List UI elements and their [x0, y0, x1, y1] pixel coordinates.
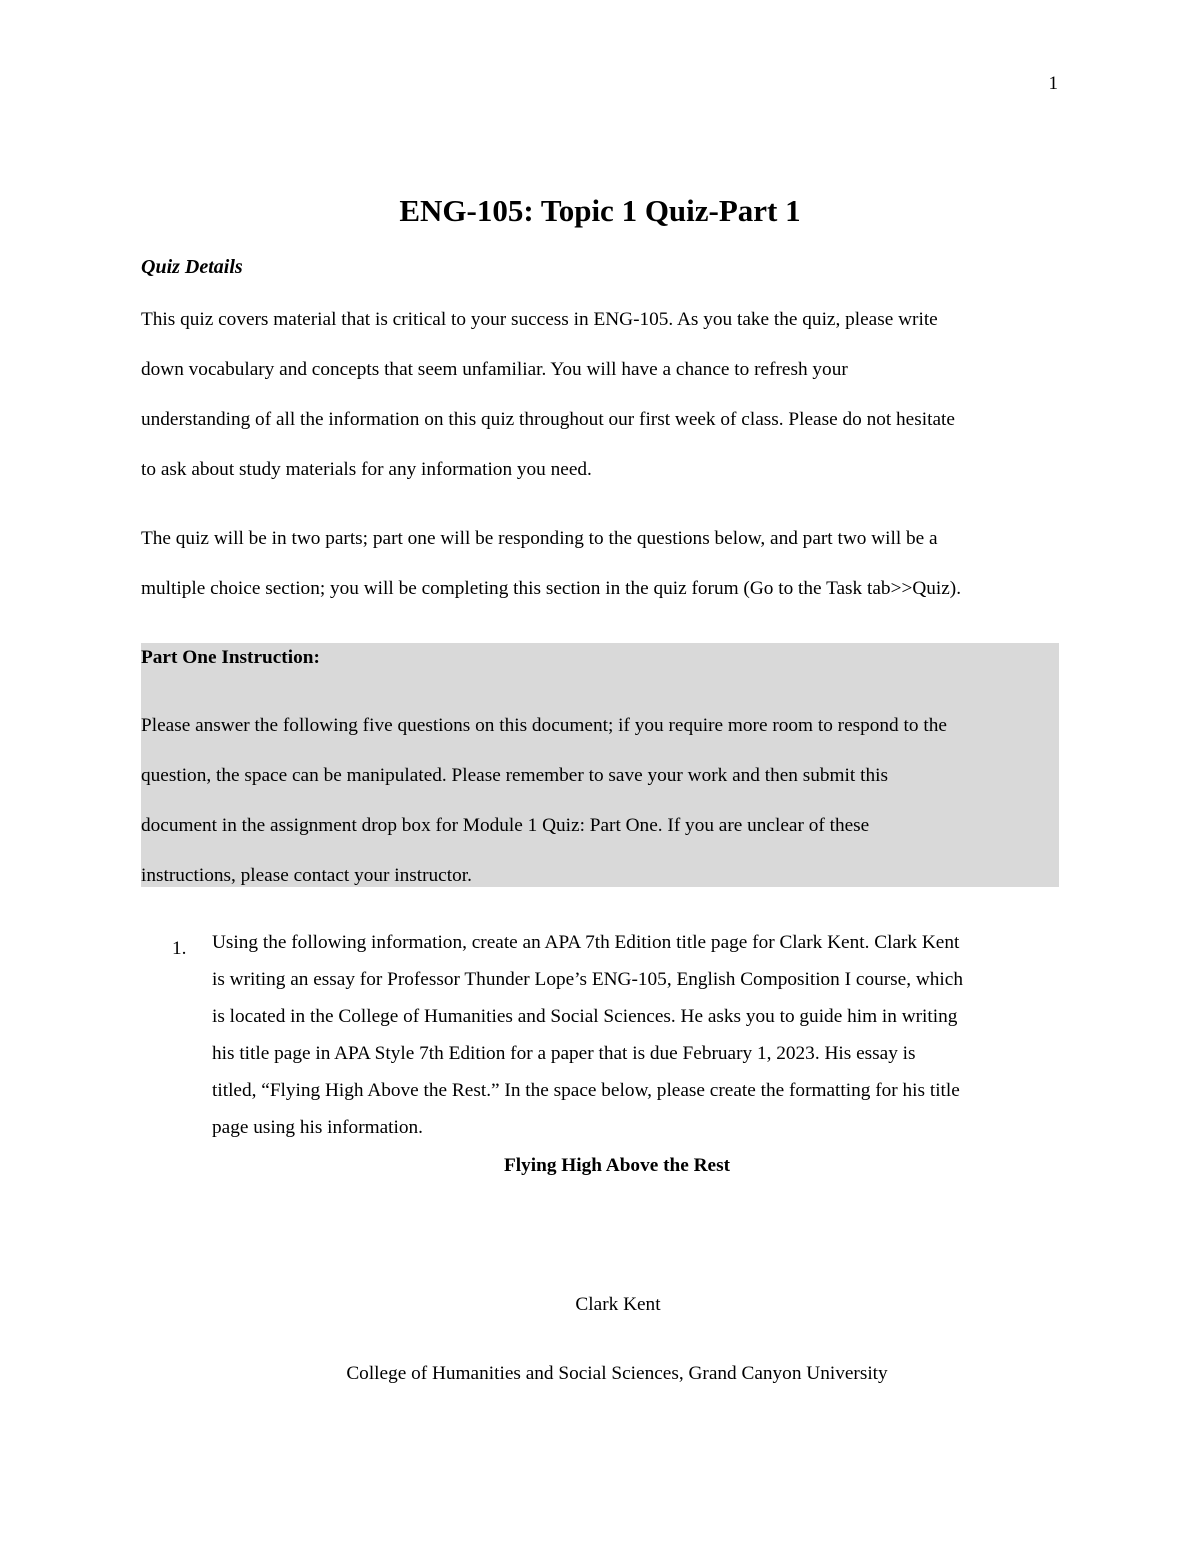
quiz-parts-paragraph [141, 514, 1063, 614]
quiz-details-paragraph [141, 295, 1063, 495]
question-line: titled, “Flying High Above the Rest.” In the space below, please create the formatting for his title [212, 1080, 960, 1101]
quiz-details-heading: Quiz Details [141, 256, 243, 278]
paragraph-line: to ask about study materials for any information you need. [141, 459, 592, 480]
instruction-heading: Part One Instruction: [141, 647, 320, 668]
document-title: ENG-105: Topic 1 Quiz-Part 1 [399, 193, 801, 228]
page-number: 1 [1048, 73, 1058, 94]
paragraph-line: instructions, please contact your instructor. [141, 865, 472, 886]
question-line: is located in the College of Humanities and Social Sciences. He asks you to guide him in writing [212, 1006, 958, 1027]
essay-title: Flying High Above the Rest [503, 1155, 731, 1176]
question-line: page using his information. [212, 1117, 423, 1138]
question-number: 1. [172, 938, 187, 959]
question-line: Using the following information, create an APA 7th Edition title page for Clark Kent. Clark Kent [212, 932, 960, 953]
paragraph-line: multiple choice section; you will be completing this section in the quiz forum (Go to the Task tab>>Quiz). [141, 578, 962, 599]
author-name: Clark Kent [575, 1294, 661, 1315]
question-line: his title page in APA Style 7th Edition for a paper that is due February 1, 2023. His essay is [212, 1043, 916, 1064]
question-text [212, 924, 1062, 1146]
author-affiliation: College of Humanities and Social Sciences, Grand Canyon University [346, 1363, 888, 1384]
paragraph-line: The quiz will be in two parts; part one will be responding to the questions below, and part two will be a [141, 528, 938, 549]
paragraph-line: question, the space can be manipulated. Please remember to save your work and then submit this [141, 765, 888, 786]
paragraph-line: Please answer the following five questions on this document; if you require more room to respond to the [141, 715, 947, 736]
paragraph-line: understanding of all the information on this quiz throughout our first week of class. Please do not hesitate [141, 409, 955, 430]
paragraph-line: This quiz covers material that is critical to your success in ENG-105. As you take the quiz, please write [141, 309, 938, 330]
paragraph-line: down vocabulary and concepts that seem unfamiliar. You will have a chance to refresh your [141, 359, 848, 380]
question-line: is writing an essay for Professor Thunder Lope’s ENG-105, English Composition I course, which [212, 969, 963, 990]
paragraph-line: document in the assignment drop box for Module 1 Quiz: Part One. If you are unclear of these [141, 815, 870, 836]
instruction-paragraph [141, 701, 1063, 901]
